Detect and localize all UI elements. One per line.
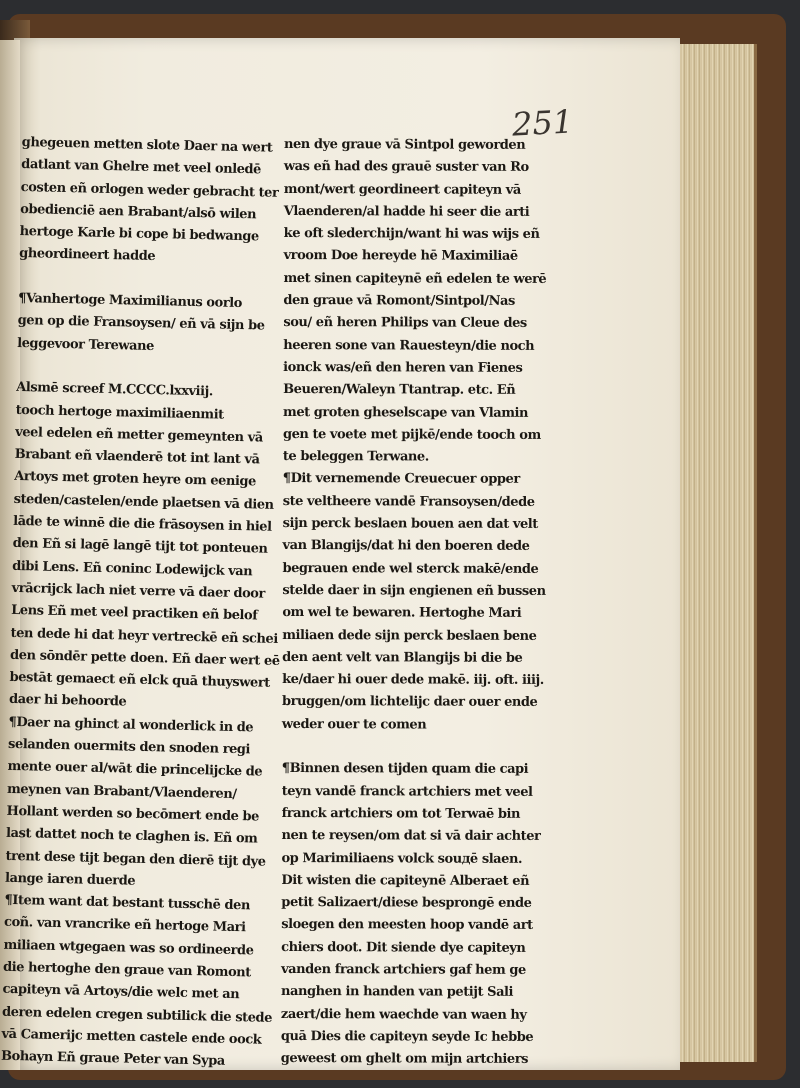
text-line: coñ. van vrancrike eñ hertoge Mari bbox=[3, 915, 246, 936]
text-line: ¶Item want dat bestant tusschē den bbox=[4, 892, 251, 914]
text-line: vroom Doe hereyde hē Maximiliaē bbox=[283, 248, 518, 265]
right-text-column bbox=[281, 134, 547, 1071]
text-line: costen eñ orlogen weder gebracht ter bbox=[20, 179, 279, 201]
text-line: den sōndēr pette doen. Eñ daer wert eē bbox=[9, 647, 280, 669]
text-line: sou/ eñ heren Philips van Cleue des bbox=[283, 315, 527, 332]
text-line: vanden franck artchiers gaf hem ge bbox=[281, 961, 526, 978]
text-line: met groten gheselscape van Vlamin bbox=[283, 404, 529, 421]
text-line: chiers doot. Dit siende dye capiteyn bbox=[281, 939, 526, 956]
text-line: ¶Daer na ghinct al wonderlick in de bbox=[8, 714, 254, 736]
text-line: meynen van Brabant/Vlaenderen/ bbox=[6, 781, 237, 802]
text-line: hertoge Karle bi cope bi bedwange bbox=[19, 224, 259, 245]
text-line: sijn perck beslaen bouen aen dat velt bbox=[282, 516, 538, 532]
text-line: bestāt gemaect eñ elck quā thuyswert bbox=[9, 669, 270, 691]
text-line: stelde daer in sijn engienen eñ bussen bbox=[282, 582, 546, 599]
text-line: Hollant werden so becōmert ende be bbox=[6, 803, 260, 825]
text-line bbox=[282, 736, 545, 759]
text-line: den graue vā Romont/Sintpol/Nas bbox=[283, 293, 515, 309]
text-line: met sinen capiteynē eñ edelen te werē bbox=[283, 270, 547, 287]
text-line: weder ouer te comen bbox=[281, 716, 427, 733]
text-line: obedienciē aen Brabant/alsō wilen bbox=[20, 201, 257, 223]
text-line: Alsmē screef M.CCCC.lxxviij. bbox=[16, 380, 214, 400]
text-line: miliaen wtgegaen was so ordineerde bbox=[3, 937, 254, 959]
text-line: bruggen/om lichtelijc daer ouer ende bbox=[281, 694, 538, 711]
text-line: om wel te bewaren. Hertoghe Mari bbox=[282, 605, 522, 622]
text-line: ¶Vanhertoge Maximilianus oorlo bbox=[18, 291, 243, 312]
text-line: leggevoor Terewane bbox=[17, 335, 155, 354]
text-line: Vlaenderen/al hadde hi seer die arti bbox=[283, 203, 530, 220]
text-line: was eñ had des grauē suster van Ro bbox=[283, 159, 529, 176]
text-line: ¶Dit vernemende Creuecuer opper bbox=[282, 471, 520, 488]
text-line: zaert/die hem waechde van waen hy bbox=[280, 1006, 527, 1023]
text-line: van Blangijs/dat hi den boeren dede bbox=[282, 538, 530, 555]
text-line: capiteyn vā Artoys/die welc met an bbox=[2, 982, 240, 1003]
text-line: dibi Lens. Eñ coninc Lodewijck van bbox=[11, 558, 253, 579]
text-line: die hertoghe den graue van Romont bbox=[2, 959, 251, 981]
text-line: veel edelen eñ metter gemeynten vā bbox=[15, 424, 263, 446]
text-line: heeren sone van Rauesteyn/die noch bbox=[283, 337, 535, 354]
text-line: lange iaren duerde bbox=[4, 870, 136, 889]
folio-number: 251 bbox=[511, 102, 575, 144]
text-line: petit Salizaert/diese besprongē ende bbox=[281, 895, 532, 911]
text-line: Bohayn Eñ graue Peter van Sypa bbox=[0, 1048, 225, 1070]
text-line: ¶Binnen desen tijden quam die capi bbox=[281, 761, 529, 778]
text-line: gen te voete met pijkē/ende tooch om bbox=[282, 426, 541, 443]
text-line: ste veltheere vandē Fransoysen/dede bbox=[282, 493, 535, 510]
text-line: vrācrijck lach niet verre vā daer door bbox=[11, 580, 266, 602]
text-line: lāde te winnē die die frāsoysen in hiel bbox=[12, 513, 272, 535]
text-line: datlant van Ghelre met veel onledē bbox=[21, 157, 262, 178]
text-line: ke oft slederchijn/want hi was wijs eñ bbox=[283, 226, 540, 243]
text-line: te beleggen Terwane. bbox=[282, 449, 429, 465]
text-line: Beueren/Waleyn Ttantrap. etc. Eñ bbox=[283, 382, 516, 399]
text-line: steden/castelen/ende plaetsen vā dien bbox=[13, 491, 274, 513]
text-line: teyn vandē franck artchiers met veel bbox=[281, 783, 533, 800]
text-line: Artoys met groten heyre om eenige bbox=[14, 469, 257, 490]
text-line: deren edelen cregen subtilick die stede bbox=[1, 1004, 273, 1026]
text-line: mont/wert geordineert capiteyn vā bbox=[283, 181, 521, 198]
text-line: nen te reysen/om dat si vā dair achter bbox=[281, 828, 541, 845]
text-line: ke/daer hi ouer dede makē. iij. oft. iiij. bbox=[282, 672, 544, 689]
text-line: vā Camerijc metten castele ende oock bbox=[1, 1026, 262, 1048]
text-line: quā Dies die capiteyn seyde Ic hebbe bbox=[280, 1028, 534, 1045]
text-line: den aent velt van Blangijs bi die be bbox=[282, 649, 523, 666]
text-line: Dit wisten die capiteynē Alberaet eñ bbox=[281, 872, 530, 889]
text-line: Lens Eñ met veel practiken eñ belof bbox=[10, 603, 258, 624]
left-text-column bbox=[1, 132, 292, 1074]
text-line: trent dese tijt began den dierē tijt dye bbox=[5, 848, 266, 870]
text-line: nen dye graue vā Sintpol geworden bbox=[283, 136, 526, 153]
text-line: daer hi behoorde bbox=[8, 692, 127, 710]
text-line: sloegen den meesten hoop vandē art bbox=[281, 917, 533, 934]
text-line: ghegeuen metten slote Daer na wert bbox=[21, 134, 273, 156]
text-line: last dattet noch te claghen is. Eñ om bbox=[5, 826, 258, 847]
text-line: begrauen ende wel sterck makē/ende bbox=[282, 560, 539, 577]
text-line: Brabant eñ vlaenderē tot int lant vā bbox=[14, 447, 260, 468]
text-line: den Eñ si lagē langē tijt tot ponteuen bbox=[12, 536, 268, 558]
text-line: gheordineert hadde bbox=[19, 246, 156, 265]
text-line: franck artchiers om tot Terwaē bin bbox=[281, 805, 521, 822]
text-line: tooch hertoge maximiliaenmit bbox=[15, 402, 224, 423]
text-line: nanghen in handen van petijt Sali bbox=[280, 984, 514, 1001]
text-line: miliaen dede sijn perck beslaen bene bbox=[282, 627, 537, 644]
page-fore-edge bbox=[676, 44, 757, 1062]
text-line: ionck was/eñ den heren van Fienes bbox=[283, 359, 523, 376]
text-line: op Marimiliaens volck souдē slaen. bbox=[281, 850, 523, 867]
text-line: geweest om ghelt om mijn artchiers bbox=[280, 1051, 529, 1068]
text-line: selanden ouermits den snoden regi bbox=[7, 736, 251, 758]
text-line: mente ouer al/wāt die princelijcke de bbox=[7, 759, 263, 780]
text-line: gen op die Fransoysen/ eñ vā sijn be bbox=[17, 313, 265, 334]
text-line: ten dede hi dat heyr vertreckē eñ schei bbox=[10, 625, 278, 647]
